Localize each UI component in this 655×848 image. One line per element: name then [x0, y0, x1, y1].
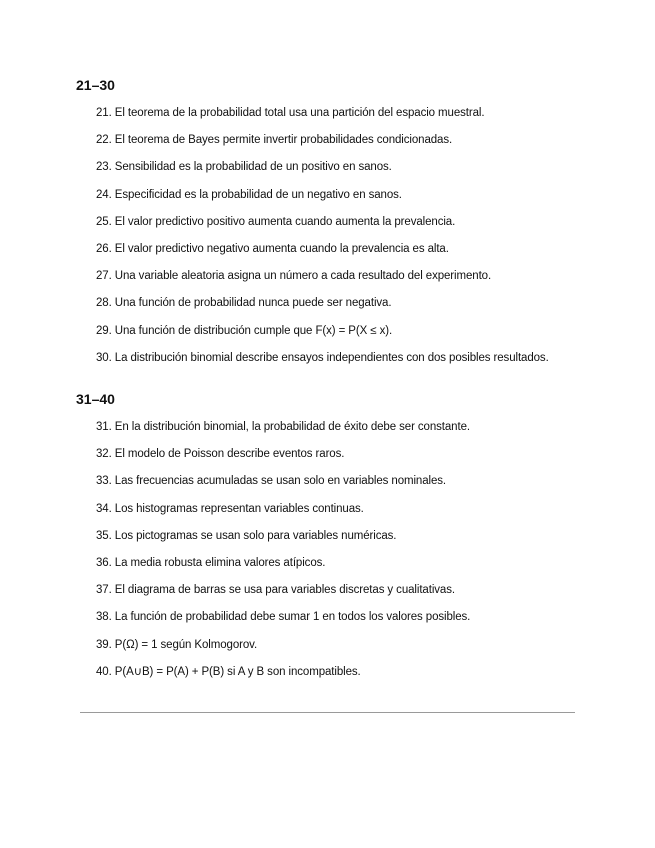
statement-item: 35. Los pictogramas se usan solo para variables numéricas. — [96, 529, 397, 542]
section-31-40 — [76, 390, 596, 692]
statement-list — [76, 420, 596, 692]
statement-item: 24. Especificidad es la probabilidad de un negativo en sanos. — [96, 188, 402, 201]
statement-item: 28. Una función de probabilidad nunca puede ser negativa. — [96, 297, 392, 310]
statement-item: 21. El teorema de la probabilidad total usa una partición del espacio muestral. — [96, 107, 485, 119]
statement-item: 39. P(Ω) = 1 según Kolmogorov. — [96, 638, 258, 651]
statement-item: 25. El valor predictivo positivo aumenta cuando aumenta la prevalencia. — [96, 215, 456, 228]
section-title: 21–30 — [76, 77, 115, 93]
statement-item: 31. En la distribución binomial, la probabilidad de éxito debe ser constante. — [96, 421, 470, 433]
statement-item: 30. La distribución binomial describe ensayos independientes con dos posibles resultados. — [96, 351, 549, 364]
statement-item: 37. El diagrama de barras se usa para variables discretas y cualitativas. — [96, 584, 455, 597]
section-title: 31–40 — [76, 391, 115, 407]
statement-item: 27. Una variable aleatoria asigna un número a cada resultado del experimento. — [96, 270, 492, 283]
statement-list — [76, 106, 596, 378]
horizontal-divider — [80, 712, 575, 713]
statement-item: 29. Una función de distribución cumple que F(x) = P(X ≤ x). — [96, 324, 393, 337]
statement-item: 34. Los histogramas representan variables continuas. — [96, 502, 364, 515]
statement-item: 23. Sensibilidad es la probabilidad de un positivo en sanos. — [96, 161, 392, 174]
statement-item: 36. La media robusta elimina valores atípicos. — [96, 556, 326, 569]
section-21-30 — [76, 76, 596, 378]
statement-item: 22. El teorema de Bayes permite invertir probabilidades condicionadas. — [96, 134, 453, 147]
statement-item: 33. Las frecuencias acumuladas se usan solo en variables nominales. — [96, 475, 447, 488]
statement-item: 40. P(A∪B) = P(A) + P(B) si A y B son incompatibles. — [96, 665, 361, 678]
statement-item: 38. La función de probabilidad debe sumar 1 en todos los valores posibles. — [96, 611, 471, 624]
statement-item: 32. El modelo de Poisson describe eventos raros. — [96, 448, 345, 461]
statement-item: 26. El valor predictivo negativo aumenta cuando la prevalencia es alta. — [96, 242, 449, 255]
